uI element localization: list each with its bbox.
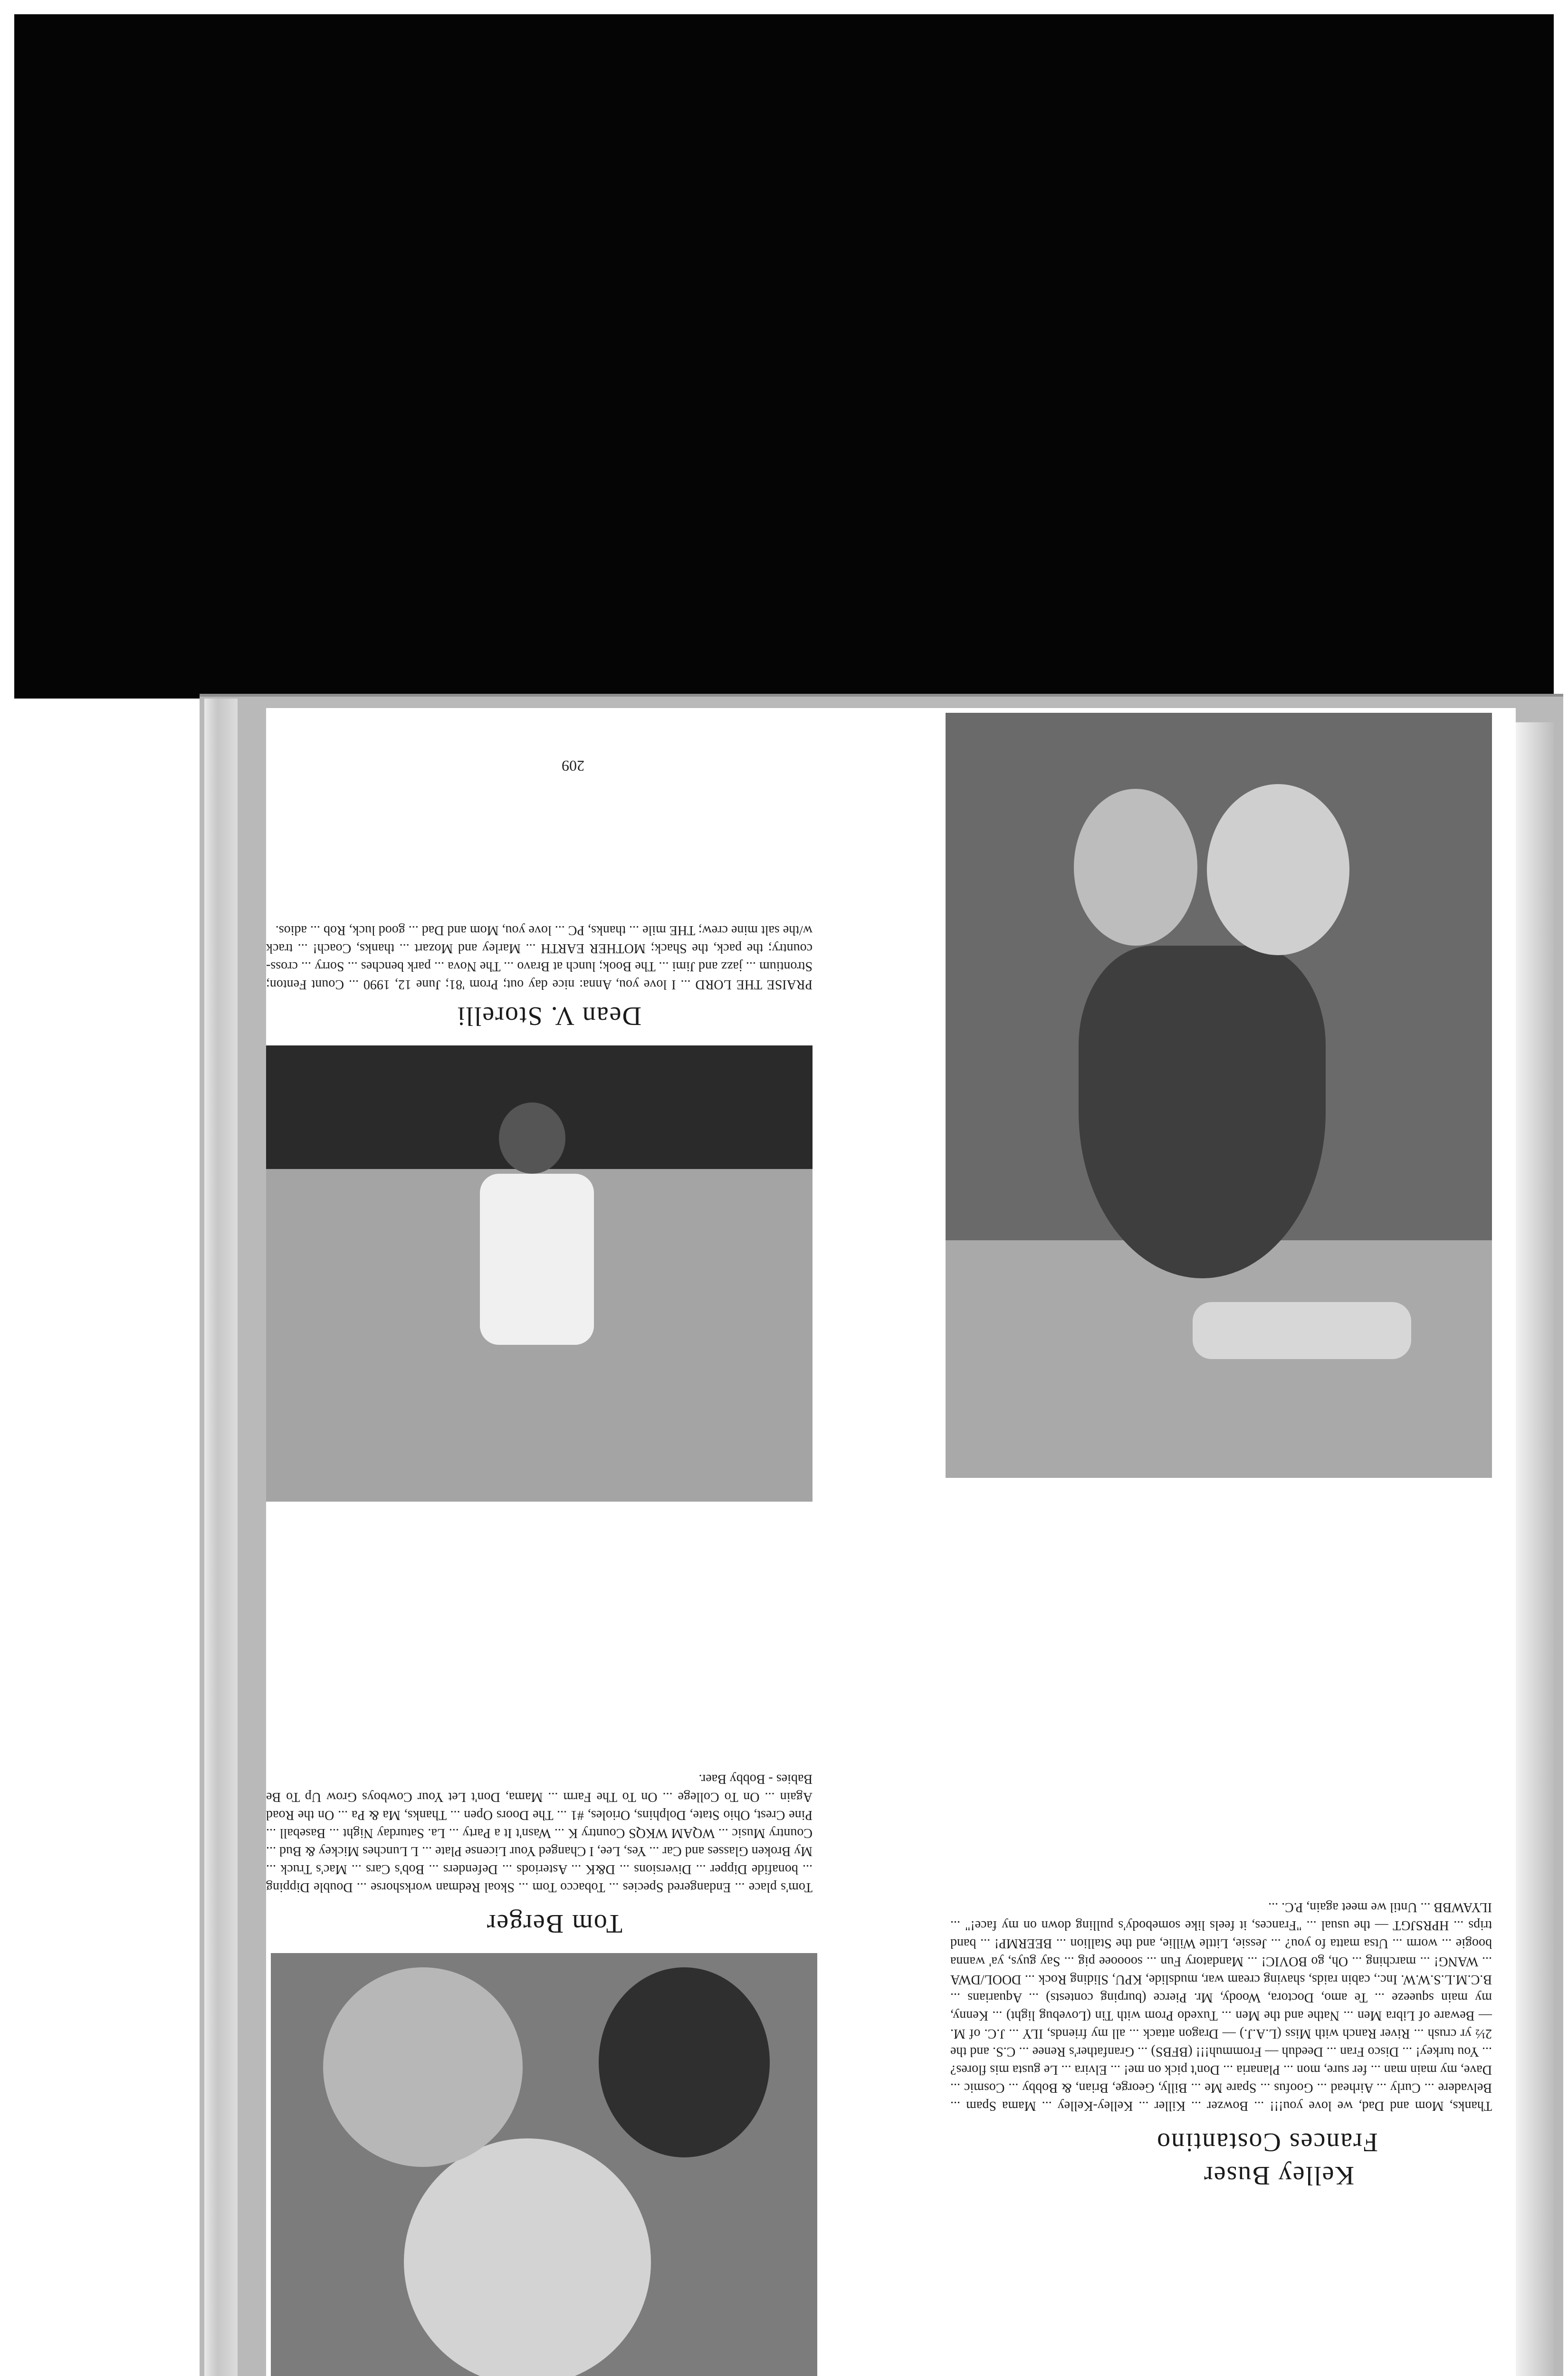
bio-tom: Tom's place ... Endangered Species ... Tobacco Tom ... Skoal Redman workshorse ... Double Dipping ... bonafide Dipper ... Diversions ... D&K ... Asteriods ... Defenders ... Bob's Cars ... Mac's Truck ... My Broken Glasses and Car ... Yes, Lee, I Changed Your License Plate ... L Lunches Mickey & Bud ... Country Music ... WQAM WKQS Country K ... Wasn't It a Party ... La. Saturday Night ... Baseball ... Pine Crest, Ohio State, Dolphins, Orioles, #1 ... The Doors Open ... Thanks, Ma & Pa ... On the Road Again ... On To College ... On To The Farm ... Mama, Don't Let Your Cowboys Grow Up To Be Babies - Bobby Baer. xyxy=(266,1772,813,1895)
page-stack-right xyxy=(1516,722,1554,2376)
photo-dean-storelli xyxy=(266,1045,813,1502)
photo-tom-berger xyxy=(271,1953,817,2376)
name-kelley-buser: Kelley Buser xyxy=(1203,2161,1354,2190)
dark-scan-area xyxy=(14,14,1554,699)
yearbook-page xyxy=(266,708,1516,2376)
name-frances-costantino: Frances Costantino xyxy=(1156,2127,1378,2157)
page-number: 209 xyxy=(562,757,584,775)
photo-frances-kelley xyxy=(946,713,1492,1478)
page-content-rotated xyxy=(266,708,1516,2376)
page-stack-left xyxy=(204,699,238,2376)
bio-dean: PRAISE THE LORD ... I love you, Anna: nice day out; Prom '81; June 12, 1990 ... Count Fenton; Strontium ... jazz and Jimi ... The Book; lunch at Bravo ... The Nova ... park benches ... Sorry ... cross-country; the pack, the Shack; MOTHER EARTH ... Marley and Mozart ... thanks, Coach! ... track w/the salt mine crew; THE mile ... thanks, PC ... love you, Mom and Dad ... good luck, Rob ... adios. xyxy=(266,923,813,992)
name-tom-berger: Tom Berger xyxy=(486,1909,622,1938)
bio-frances: Thanks, Mom and Dad, we love you!!! ... Bowzer ... Killer ... Kelley-Kelley ... Mama Spam ... Belvadere ... Curly ... Airhead ... Goofus ... Spare Me ... Billy, George, Brian, & Bobby ... Cosmic ... Dave, my main man ... fer sure, mon ... Planaria ... Don't pick on me! ... Elvira ... Le gusta mis flores? ... You turkey! ... Disco Fran ... Deeduh — Frommuh!!! (BFBS) ... Granfather's Renee ... C.S. and the 2½ yr crush ... River Ranch with Miss (L.A.J.) — Dragon attack ... all my friends, ILY ... J.C. of M. — Beware of Libra Men ... Nathe and the Men ... Tuxedo Prom with Tin (Lovebug light) ... Kenny, my main squeeze ... Te amo, Doctora, Woody, Mr. Pierce (burping contests) ... Aquarians ... B.C.M.L.S.W.W. Inc., cabin raids, shaving cream war, mudslide, KPU, Sliding Rock ... DOOL/DWA ... WANG! ... marching ... Oh, go BOVIC! ... Mandatory Fun ... sooooee pig ... Say guys, ya' wanna boogie ... worm ... Utsa matta fo you? ... Jessie, Little Willie, and the Stallion ... BEERMP! ... band trips ... HPRSJGT — the usual ... "Frances, it feels like somebody's pulling down on my face!" ... ILYAWBB ... Until we meet again, P.C. ... xyxy=(950,1900,1492,2113)
name-dean-storelli: Dean V. Storelli xyxy=(456,1001,641,1031)
